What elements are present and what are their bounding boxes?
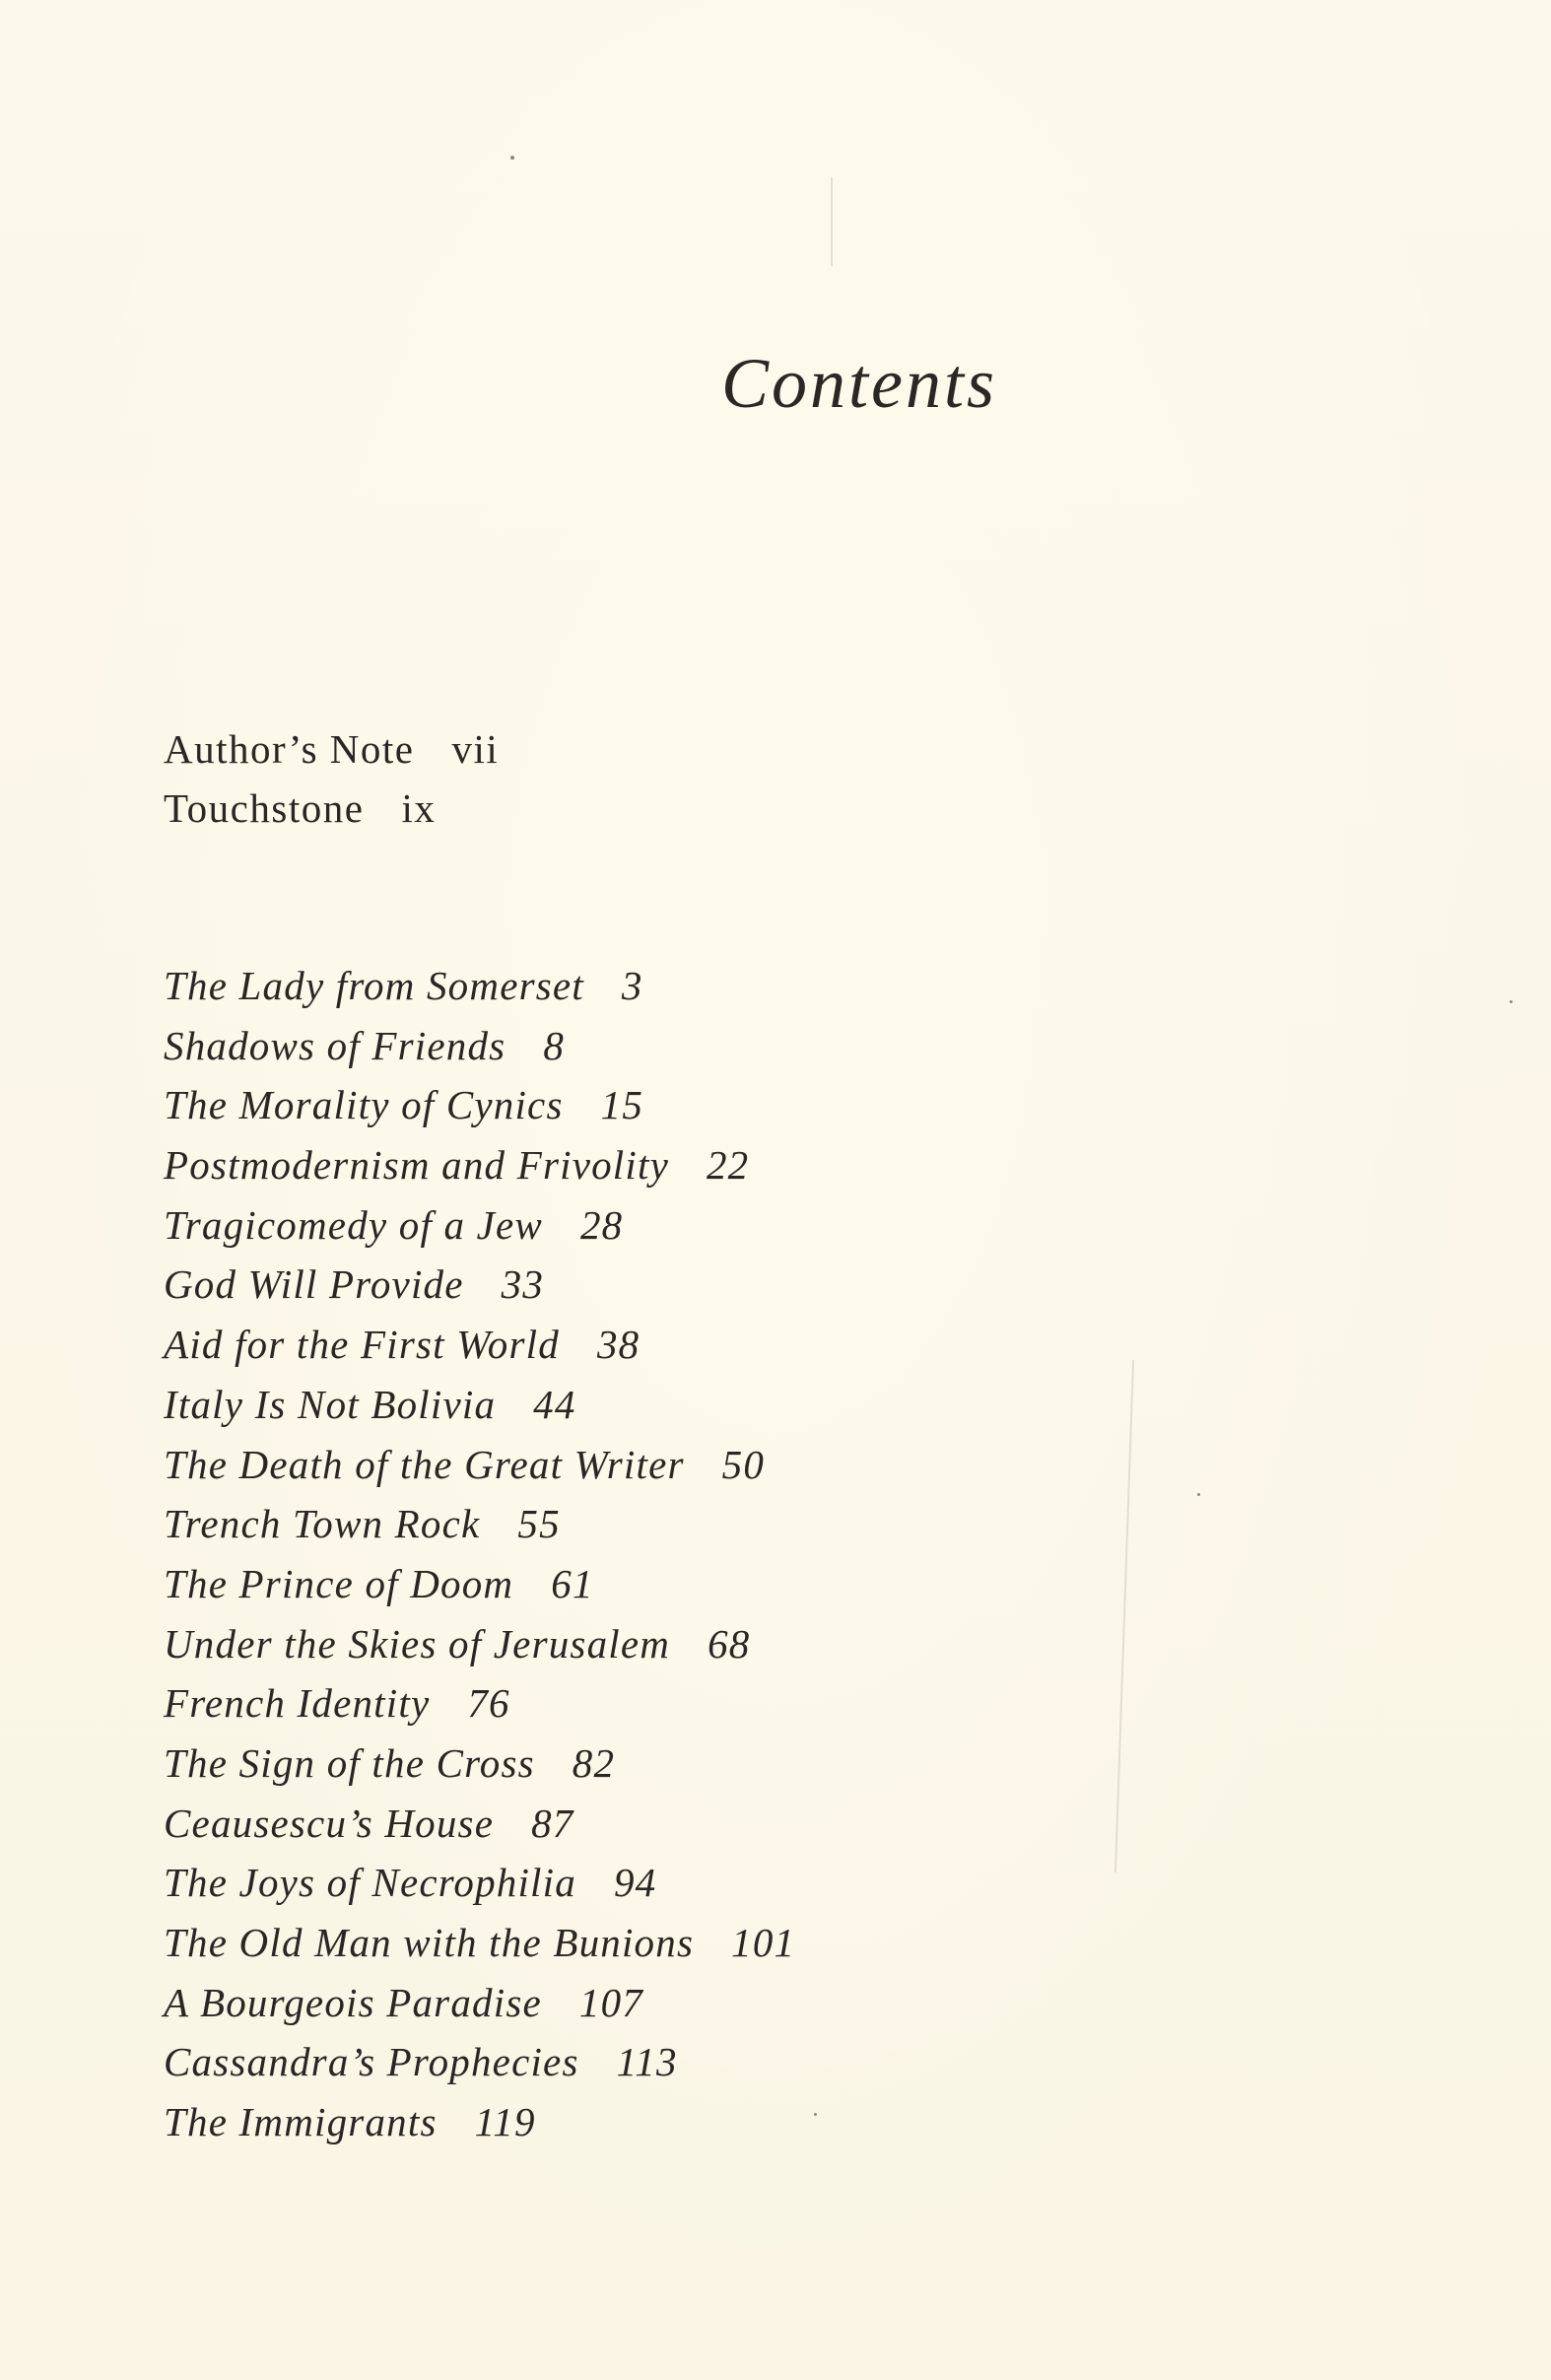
paper-mark [831,177,833,266]
chapter-page-number: 55 [517,1501,561,1547]
chapter-entry [164,1794,795,1854]
chapter-entry [164,1554,795,1614]
chapter-entry [164,1075,795,1135]
chapter-page-number: 61 [551,1560,594,1606]
chapter-title: Italy Is Not Bolivia [164,1381,497,1427]
chapter-page-number: 68 [708,1620,751,1666]
chapter-entry [164,1494,795,1554]
chapter-title: Aid for the First World [164,1322,560,1368]
chapter-title: Cassandra’s Prophecies [164,2039,579,2085]
chapter-entry [164,1255,795,1315]
front-matter-entry [164,779,499,838]
chapter-title: The Immigrants [164,2099,438,2145]
paper-speck [814,2113,817,2116]
chapter-title: The Joys of Necrophilia [164,1860,576,1906]
paper-speck [1197,1493,1200,1496]
chapter-entry [164,1375,795,1435]
chapter-entry [164,956,795,1016]
chapter-title: The Death of the Great Writer [164,1441,685,1487]
chapter-page-number: 94 [613,1860,657,1906]
chapter-page-number: 101 [731,1920,796,1965]
chapter-entry [164,1673,795,1734]
paper-mark [1114,1360,1134,1872]
chapter-page-number: 50 [721,1441,766,1487]
chapter-page-number: 22 [706,1142,750,1189]
chapter-list [164,956,795,2152]
chapter-title: Ceausescu’s House [164,1800,495,1846]
chapter-page-number: 119 [474,2099,536,2145]
chapter-page-number: 33 [501,1261,545,1308]
chapter-page-number: 38 [596,1322,641,1368]
chapter-title: The Lady from Somerset [164,963,584,1008]
chapter-entry [164,1614,795,1674]
chapter-title: Tragicomedy of a Jew [164,1201,543,1248]
chapter-entry [164,1973,795,2033]
chapter-title: The Old Man with the Bunions [164,1920,695,1965]
chapter-title: The Sign of the Cross [164,1739,535,1786]
chapter-entry [164,1135,795,1195]
chapter-page-number: 3 [621,963,643,1008]
chapter-title: Postmodernism and Frivolity [164,1142,669,1189]
chapter-title: The Prince of Doom [164,1560,514,1606]
chapter-entry [164,1195,795,1256]
chapter-entry [164,1435,795,1495]
chapter-title: A Bourgeois Paradise [164,1979,542,2025]
chapter-page-number: 15 [600,1082,644,1128]
chapter-title: The Morality of Cynics [164,1082,564,1128]
chapter-entry [164,1913,795,1973]
chapter-page-number: 44 [533,1381,576,1427]
chapter-title: Under the Skies of Jerusalem [164,1620,671,1666]
front-matter-list [164,719,499,838]
chapter-page-number: 76 [467,1680,510,1727]
chapter-title: Trench Town Rock [164,1501,481,1547]
paper-speck [1510,1000,1513,1003]
chapter-entry [164,2092,795,2152]
chapter-title: French Identity [164,1680,431,1727]
chapter-entry [164,1853,795,1913]
paper-speck [510,156,514,160]
chapter-page-number: 113 [616,2039,678,2085]
chapter-page-number: 28 [579,1201,624,1248]
chapter-page-number: 107 [578,1979,643,2025]
chapter-entry [164,2032,795,2092]
entry-page-number: vii [451,726,500,772]
chapter-page-number: 87 [531,1800,574,1846]
chapter-title: Shadows of Friends [164,1022,506,1068]
entry-title: Author’s Note [164,726,415,772]
entry-page-number: ix [401,785,437,831]
page-title: Contents [720,344,997,423]
chapter-entry [164,1315,795,1375]
chapter-page-number: 8 [543,1022,566,1068]
chapter-entry [164,1734,795,1794]
chapter-entry [164,1016,795,1076]
chapter-title: God Will Provide [164,1261,464,1308]
front-matter-entry [164,719,499,779]
entry-title: Touchstone [164,785,365,831]
chapter-page-number: 82 [572,1739,616,1786]
